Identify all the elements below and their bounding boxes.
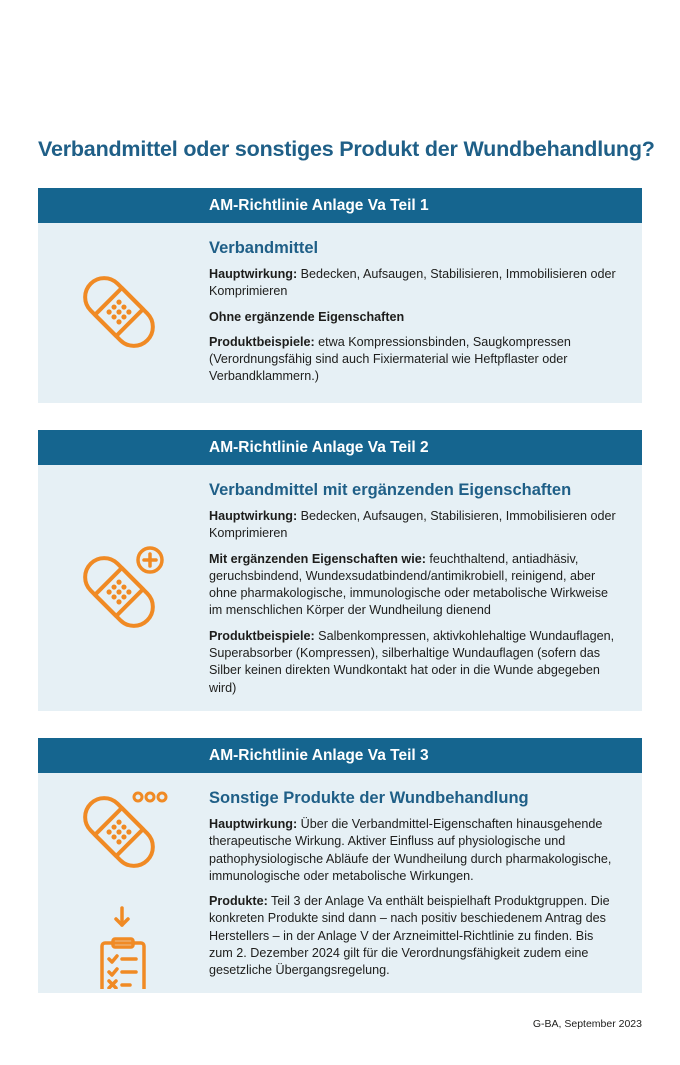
section-body — [38, 223, 642, 403]
section-subtitle: Sonstige Produkte der Wundbehandlung — [209, 789, 529, 807]
paragraph: Hauptwirkung: Über die Verbandmittel-Eigenschaften hinausgehende therapeutische Wirkung. Aktiver Einfluss auf physiologische und pathophysiologische Abläufe der Wundheilung durch pharmakologische, immunologische oder metabolische Wirkungen. — [209, 817, 612, 883]
bandage-plus-icon — [76, 545, 172, 635]
section-subtitle: Verbandmittel — [209, 239, 319, 257]
page-title: Verbandmittel oder sonstiges Produkt der Wundbehandlung? — [38, 137, 655, 161]
paragraph: Produktbeispiele: Salbenkompressen, aktivkohlehaltige Wundauflagen, Superabsorber (Kompressen), silberhaltige Wundauflagen (sofern das Silber keinen direkten Wundkontakt hat oder in die Wunde abgegeben wird) — [209, 628, 615, 695]
section-body — [38, 465, 642, 711]
paragraph: Hauptwirkung: Bedecken, Aufsaugen, Stabilisieren, Immobilisieren oder Komprimieren — [209, 509, 616, 541]
source-credit: G-BA, September 2023 — [532, 1018, 642, 1030]
section-teil-3 — [38, 738, 642, 993]
section-header: AM-Richtlinie Anlage Va Teil 2 — [38, 430, 642, 465]
section-header: AM-Richtlinie Anlage Va Teil 1 — [38, 188, 642, 223]
section-body — [38, 773, 642, 993]
section-teil-1 — [38, 188, 642, 403]
bandage-checklist-icon — [76, 789, 176, 989]
section-teil-2 — [38, 430, 642, 711]
paragraph: Hauptwirkung: Bedecken, Aufsaugen, Stabilisieren, Immobilisieren oder Komprimieren — [209, 267, 616, 299]
bandage-icon — [76, 269, 162, 355]
paragraph: Produkte: Teil 3 der Anlage Va enthält beispielhaft Produktgruppen. Die konkreten Produkte sind dann – nach positiv beschiedenem Antrag des Herstellers – in der Anlage V der Arzneimittel-Richtlinie zu finden. Bis zum 2. Dezember 2024 gilt für die Verordnungsfähigkeit zudem eine gesetzliche Übergangsregelung. — [209, 894, 610, 978]
section-subtitle: Verbandmittel mit ergänzenden Eigenschaften — [209, 481, 572, 499]
paragraph: Produktbeispiele: etwa Kompressionsbinden, Saugkompressen (Verordnungsfähig sind auch Fixiermaterial wie Heftpflaster oder Verbandklammern.) — [209, 334, 571, 384]
section-header: AM-Richtlinie Anlage Va Teil 3 — [38, 738, 642, 773]
paragraph: Ohne ergänzende Eigenschaften — [209, 309, 405, 324]
paragraph: Mit ergänzenden Eigenschaften wie: feuchthaltend, antiadhäsiv, geruchsbindend, Wundexsudatbindend/antimikrobiell, reinigend, aber ohne pharmakologische, immunologische oder metabolische Wirkweise im menschlichen Körper der Wundheilung dienend — [209, 551, 608, 618]
